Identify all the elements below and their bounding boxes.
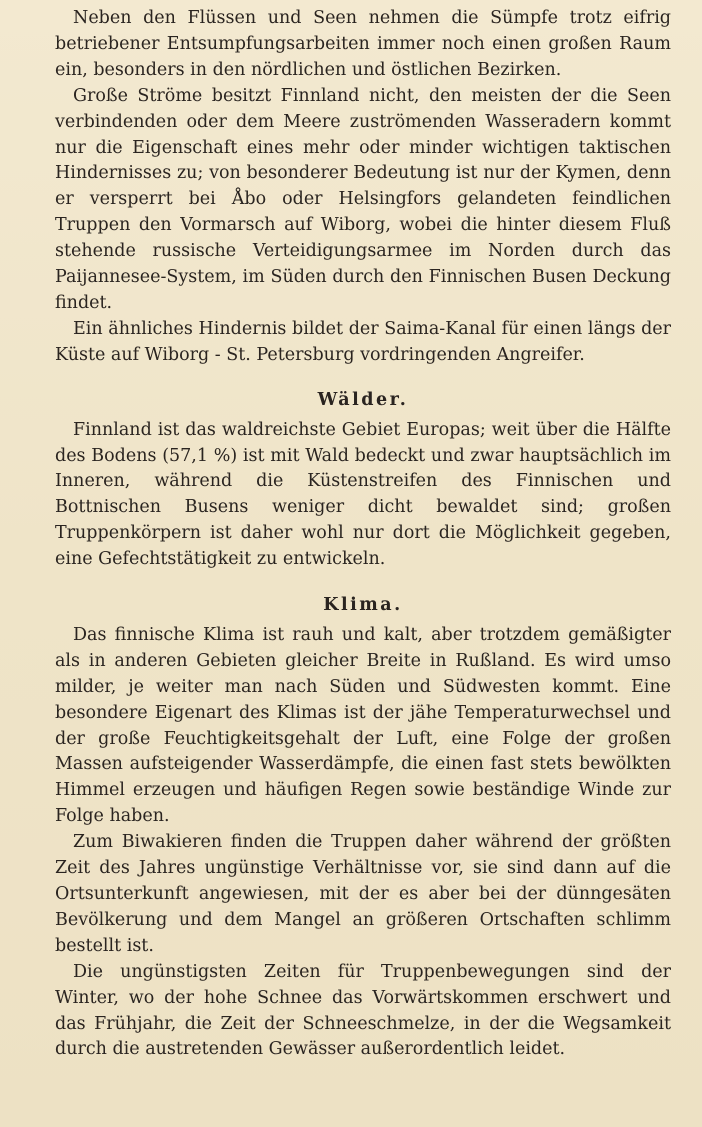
- heading-waelder: Wälder.: [317, 389, 409, 410]
- paragraph-klima: Das finnische Klima ist rauh und kalt, aber trotzdem gemäßigter als in anderen Gebieten gleicher Breite in Rußland. Es wird umso milder, je weiter man nach Süden und Südwesten kommt. Eine besondere Eigenart des Klimas ist der jähe Temperaturwechsel und der große Feuchtigkeitsgehalt der Luft, eine Folge der großen Massen aufsteigender Wasserdämpfe, die einen fast stets bewölkten Himmel erzeugen und häufigen Regen sowie beständige Winde zur Folge haben.: [55, 624, 671, 827]
- heading-klima: Klima.: [323, 595, 403, 616]
- paragraph-waelder: Finnland ist das waldreichste Gebiet Europas; weit über die Hälfte des Bodens (57,1 %) ist mit Wald bedeckt und zwar hauptsächlich im Inneren, während die Küstenstreifen des Finnischen und Bottnischen Busens weniger dicht bewaldet sind; großen Truppenkörpern ist daher wohl nur dort die Möglichkeit gegeben, eine Gefechtstätigkeit zu entwickeln.: [55, 419, 671, 570]
- paragraph-truppenbewegungen: Die ungünstigsten Zeiten für Truppenbewegungen sind der Winter, wo der hohe Schnee das Vorwärtskommen erschwert und das Frühjahr, die Zeit der Schneeschmelze, in der die Wegsamkeit durch die austretenden Gewässer außerordentlich leidet.: [55, 961, 671, 1060]
- paragraph-biwakieren: Zum Biwakieren finden die Truppen daher während der größten Zeit des Jahres ungünstige Verhältnisse vor, sie sind dann auf die Ortsunterkunft angewiesen, mit der es aber bei der dünngesäten Bevölkerung und dem Mangel an größeren Ortschaften schlimm bestellt ist.: [55, 832, 671, 956]
- paragraph-suempfe: Neben den Flüssen und Seen nehmen die Sümpfe trotz eifrig betriebener Entsumpfungsarbeiten immer noch einen großen Raum ein, besonders in den nördlichen und östlichen Bezirken.: [55, 8, 671, 80]
- paragraph-saima-kanal: Ein ähnliches Hindernis bildet der Saima-Kanal für einen längs der Küste auf Wiborg - St. Petersburg vordringenden Angreifer.: [55, 318, 671, 365]
- page-text: [55, 6, 671, 1063]
- paragraph-stroeme: Große Ströme besitzt Finnland nicht, den meisten der die Seen verbindenden oder dem Meere zuströmenden Wasseradern kommt nur die Eigenschaft eines mehr oder minder wichtigen taktischen Hindernisses zu; von besonderer Bedeutung ist nur der Kymen, denn er versperrt bei Åbo oder Helsingfors gelandeten feindlichen Truppen den Vormarsch auf Wiborg, wobei die hinter diesem Fluß stehende russische Verteidigungsarmee im Norden durch das Paijannesee-System, im Süden durch den Finnischen Busen Deckung findet.: [55, 85, 671, 313]
